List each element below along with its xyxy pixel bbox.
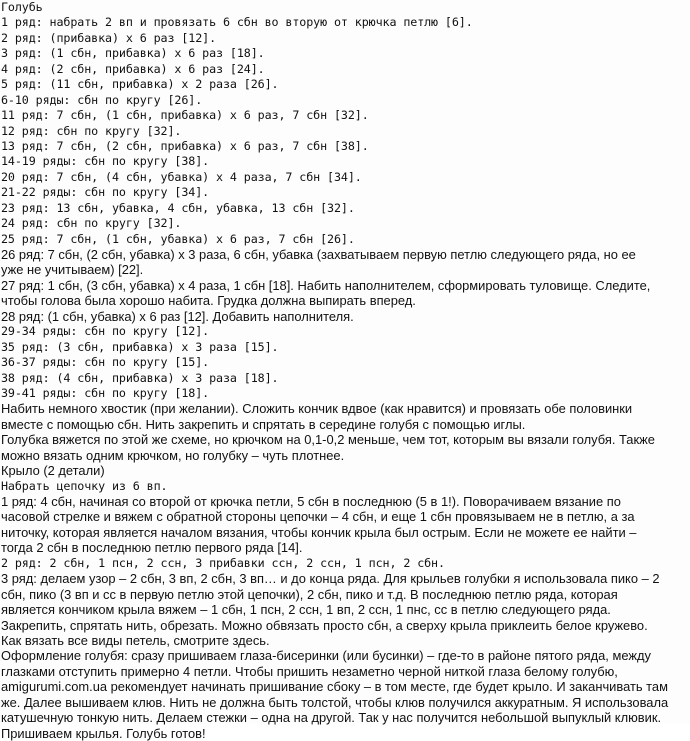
text-line: 39-41 ряды: сбн по кругу [18]. bbox=[1, 385, 210, 400]
text-line: 24 ряд: сбн по кругу [32]. bbox=[1, 216, 182, 231]
text-line: 12 ряд: сбн по кругу [32]. bbox=[1, 123, 182, 138]
text-line: 1 ряд: 4 сбн, начиная со второй от крючка петли, 5 сбн в последнюю (5 в 1!). Поворачиваем вязание по bbox=[1, 494, 621, 509]
text-line: ниточку, которая является началом вязания, чтобы кончик крыла был острым. Если не можете ее найти – bbox=[1, 524, 637, 540]
text-line: amigurumi.com.ua рекомендует начинать пришивание сбоку – в том месте, где будет крыло. И заканчивать там bbox=[1, 679, 668, 695]
text-line: уже не учитываем) [22]. bbox=[1, 262, 144, 278]
text-line: 5 ряд: (11 сбн, прибавка) х 2 раза [26]. bbox=[1, 77, 279, 92]
text-line: является кончиком крыла вяжем – 1 сбн, 1 псн, 2 ссн, 1 вп, 2 ссн, 1 пнс, сс в петлю следующего ряда. bbox=[1, 602, 611, 618]
text-line: чтобы голова была хорошо набита. Грудка должна выпирать вперед. bbox=[1, 293, 416, 309]
text-line: 13 ряд: 7 сбн, (2 сбн, прибавка) х 6 раз, 7 сбн [38]. bbox=[1, 138, 369, 153]
text-line: 3 ряд: делаем узор – 2 сбн, 3 вп, 2 сбн, 3 вп… и до конца ряда. Для крыльев голубки я использовала пико – 2 bbox=[1, 571, 660, 587]
text-line: тогда 2 сбн в последнюю петлю первого ряда [14]. bbox=[1, 540, 303, 556]
text-line: 25 ряд: 7 сбн, (1 сбн, убавка) х 6 раз, 7 сбн [26]. bbox=[1, 231, 355, 246]
text-line: 29-34 ряды: сбн по кругу [12]. bbox=[1, 324, 210, 339]
document-lines bbox=[1, 0, 688, 741]
text-line: Закрепить, спрятать нить, обрезать. Можно обвязать просто сбн, а сверху крыла приклеить белое кружево. bbox=[1, 617, 648, 633]
text-line: Пришиваем крылья. Голубь готов! bbox=[1, 725, 206, 741]
text-line: 14-19 ряды: сбн по кругу [38]. bbox=[1, 154, 210, 169]
text-line: 35 ряд: (3 сбн, прибавка) х 3 раза [15]. bbox=[1, 339, 279, 354]
text-line: Крыло (2 детали) bbox=[1, 463, 105, 479]
text-line: Как вязать все виды петель, смотрите здесь. bbox=[1, 632, 270, 648]
text-line: Набрать цепочку из 6 вп. bbox=[1, 478, 168, 493]
text-line: катушечную тонкую нить. Делаем стежки – одна на другой. Так у нас получится небольшой выпуклый клювик. bbox=[1, 710, 662, 726]
text-line: Оформление голубя: сразу пришиваем глаза-бисеринки (или бусинки) – где-то в районе пятого ряда, между bbox=[1, 648, 651, 664]
document-title: Голубь bbox=[1, 0, 43, 14]
text-line: 26 ряд: 7 сбн, (2 сбн, убавка) х 3 раза, 6 сбн, убавка (захватываем первую петлю следующего ряда, но ее bbox=[1, 247, 636, 262]
text-line: часовой стрелке и вяжем с обратной стороны цепочки – 4 сбн, и еще 1 сбн провязываем не в петлю, а за bbox=[1, 509, 635, 525]
text-line: Голубка вяжется по этой же схеме, но крючком на 0,1-0,2 меньше, чем тот, которым вы вязали голубя. Также bbox=[1, 432, 655, 448]
text-line: 38 ряд: (4 сбн, прибавка) х 3 раза [18]. bbox=[1, 370, 279, 385]
text-line: 4 ряд: (2 сбн, прибавка) х 6 раз [24]. bbox=[1, 61, 265, 76]
text-line: 1 ряд: набрать 2 вп и провязать 6 сбн во вторую от крючка петлю [6]. bbox=[1, 15, 473, 30]
text-line: 28 ряд: (1 сбн, убавка) х 6 раз [12]. Добавить наполнителя. bbox=[1, 308, 354, 324]
text-line: 20 ряд: 7 сбн, (4 сбн, убавка) х 4 раза, 7 сбн [34]. bbox=[1, 169, 362, 184]
text-line: 23 ряд: 13 сбн, убавка, 4 сбн, убавка, 13 сбн [32]. bbox=[1, 200, 355, 215]
text-line: можно вязать одним крючком, но голубку – чуть плотнее. bbox=[1, 447, 345, 463]
text-line: сбн, пико (3 вп и сс в первую петлю этой цепочки), 2 сбн, пико и т.д. В последнюю петлю ряда, которая bbox=[1, 586, 618, 602]
text-line: 36-37 ряды: сбн по кругу [15]. bbox=[1, 355, 210, 370]
text-line: же. Далее вышиваем клюв. Нить не должна быть толстой, чтобы клюв получился аккуратным. Я использовала bbox=[1, 694, 669, 710]
text-line: 2 ряд: (прибавка) х 6 раз [12]. bbox=[1, 30, 217, 45]
text-line: 6-10 ряды: сбн по кругу [26]. bbox=[1, 92, 203, 107]
text-line: 3 ряд: (1 сбн, прибавка) х 6 раз [18]. bbox=[1, 46, 265, 61]
text-line: 11 ряд: 7 сбн, (1 сбн, прибавка) х 6 раз, 7 сбн [32]. bbox=[1, 108, 369, 123]
text-line: Набить немного хвостик (при желании). Сложить кончик вдвое (как нравится) и провязать обе половинки bbox=[1, 401, 633, 417]
text-line: вместе с помощью сбн. Нить закрепить и спрятать в середине голубя с помощью иглы. bbox=[1, 416, 526, 432]
text-line: 27 ряд: 1 сбн, (3 сбн, убавка) х 4 раза, 1 сбн [18]. Набить наполнителем, сформировать туловище. Следите, bbox=[1, 277, 651, 293]
text-line: 2 ряд: 2 сбн, 1 псн, 2 ссн, 3 прибавки ссн, 2 ссн, 1 псн, 2 сбн. bbox=[1, 555, 445, 570]
text-line: глазками отступить примерно 4 петли. Чтобы пришить незаметно черной ниткой глаза белому голубю, bbox=[1, 663, 618, 679]
text-line: 21-22 ряды: сбн по кругу [34]. bbox=[1, 185, 210, 200]
